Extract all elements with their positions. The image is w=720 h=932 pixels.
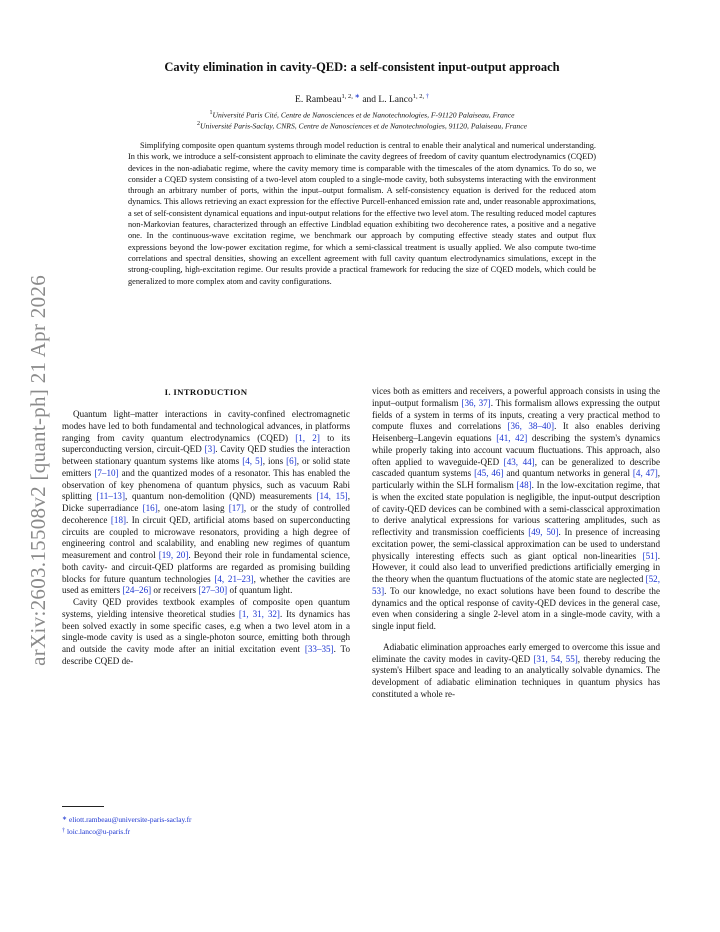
left-column [62, 387, 350, 668]
citation-link[interactable]: [6] [286, 456, 297, 466]
citation-link[interactable]: [24–26] [122, 585, 152, 596]
author-conjunction: and [359, 95, 379, 106]
citation-link[interactable]: [16] [142, 503, 158, 513]
paragraph: Adiabatic elimination approaches early emerged to overcome this issue and eliminate the cavity modes in cavity-QED [31, 54, 55], thereby reducing the system's Hilbert space and leading to an analytically solvable dynamics. The development of adiabatic elimination techniques in quantum physics has constituted a whole re- [372, 641, 661, 699]
citation-link[interactable]: [11–13] [96, 491, 125, 502]
citation-link[interactable]: [14, 15] [316, 491, 348, 502]
citation-link[interactable]: [4, 5] [242, 456, 263, 466]
citation-link[interactable]: [36, 38–40] [507, 421, 555, 432]
author-email-link[interactable]: † [425, 93, 429, 100]
affiliation: $^2$Université Paris-Saclay, CNRS, Centre de Nanosciences et de Nanotechnologies, 91120, Palaiseau, France [197, 121, 527, 131]
citation-link[interactable]: [1, 2] [295, 432, 320, 443]
footnote-rule [62, 806, 104, 807]
paragraph: Quantum light–matter interactions in cavity-confined electromagnetic modes have led to both fundamental and technological advances, in platforms ranging from cavity quantum electrodynamics (CQED) [1, 2] to its superconducting version, circuit-QED [3]. Cavity QED studies the interaction between stationary quantum systems like atoms [4, 5], ions [6], or solid state emitters [7–10] and the quantized modes of a resonator. This has enabled the observation of key phenomena of quantum physics, such as vacuum Rabi splitting [11–13], quantum non-demolition (QND) measurements [14, 15], Dicke superradiance [16], one-atom lasing [17], or the study of controlled decoherence [18]. In circuit QED, artificial atoms based on superconducting circuits are coupled to microwave resonators, providing a high degree of engineering control and scalability, and enabling new regimes of quantum measurement and control [19, 20]. Beyond their role in fundamental science, both cavity- and circuit-QED platforms are regarded as promising building blocks for future quantum technologies [4, 21–23], whether the cavities are used as emitters [24–26] or receivers [27–30] of quantum light. [62, 409, 351, 596]
citation-link[interactable]: [19, 20] [158, 550, 189, 560]
citation-link[interactable]: [41, 42] [496, 433, 528, 443]
paper-title: Cavity elimination in cavity-QED: a self-consistent input-output approach [164, 60, 560, 74]
citation-link[interactable]: [1, 31, 32] [238, 608, 280, 619]
citation-link[interactable]: [27–30] [198, 585, 228, 596]
citation-link[interactable]: [51] [642, 550, 658, 561]
footnotes [62, 814, 350, 837]
affiliation: $^1$Université Paris Cité, Centre de Nanosciences et de Nanotechnologies, F-91120 Palaiseau, France [209, 110, 515, 120]
footnote [62, 826, 350, 838]
footnote-mark: † [62, 827, 65, 834]
section-heading: I. INTRODUCTION [164, 387, 248, 397]
citation-link[interactable]: [4, 21–23] [214, 573, 254, 584]
citation-link[interactable]: [18] [110, 514, 127, 525]
citation-link[interactable]: [52, 53] [372, 574, 660, 596]
citation-link[interactable]: [45, 46] [474, 468, 504, 479]
right-column [372, 386, 660, 701]
email-link[interactable]: eliott.rambeau@universite-paris-saclay.fr [69, 815, 192, 824]
citation-link[interactable]: [31, 54, 55] [533, 653, 578, 664]
citation-link[interactable]: [7–10] [94, 467, 119, 478]
citation-link[interactable]: [36, 37] [461, 397, 491, 408]
citation-link[interactable]: [4, 47] [632, 468, 658, 479]
footnote [62, 814, 350, 826]
citation-link[interactable]: [3] [204, 444, 216, 455]
citation-link[interactable]: [48] [516, 480, 532, 490]
author-email-link[interactable]: ∗ [354, 93, 360, 100]
abstract: Simplifying composite open quantum systems through model reduction is central to enable their analytical and numerical understanding. In this work, we introduce a self-consistent approach to eliminate the cavity degrees of freedom of cavity quantum electrodynamics (CQED) devices in the non-adiabatic regime, where the cavity memory time is comparable with the timescales of the atom dynamics. To do so, we consider a CQED system consisting of a two-level atom coupled to a single-mode cavity, both subsystems interacting with the environment through an arbitrary number of ports, within the input–output formalism. A self-consistency equation is derived for the reduced atom dynamics. This allows retrieving an exact expression for the effective Purcell-enhanced emission rate and, under reasonable approximations, a set of self-consistent dynamical equations and input-output relations for the effective two level atom. The resulting reduced model captures non-Markovian features, characterized through an effective Lindblad equation exhibiting two decoherence rates, a positive and a negative one. In the continuous-wave excitation regime, we benchmark our approach by computing effective steady states and output flux expressions beyond the low-power excitation regime, for which a semi-classical treatment is usually applied. We also compute two-time correlations and spectral densities, showing an excellent agreement with full cavity quantum electrodynamics simulations, except in the strong-coupling, high-excitation regime. Our results provide a practical framework for reducing the size of CQED models, which could be generalized to more complex atom and cavity configurations. [128, 141, 596, 286]
author-affil-sup: 1, 2, † [412, 93, 429, 100]
citation-link[interactable]: [33–35] [304, 644, 334, 654]
arxiv-stamp [18, 250, 58, 690]
email-link[interactable]: loic.lanco@u-paris.fr [67, 826, 131, 836]
footnote-mark: ∗ [62, 816, 68, 822]
author-name: L. Lanco [378, 95, 413, 106]
citation-link[interactable]: [49, 50] [528, 527, 559, 537]
paragraph: Cavity QED provides textbook examples of composite open quantum systems, yielding intensive theoretical studies [1, 31, 32]. Its dynamics has been solved exactly in some specific cases, e.g when a two level atom in a single-mode cavity is used as a single-photon source, emitting both through and outside the cavity mode after an initial excitation event [33–35]. To describe CQED de- [62, 597, 350, 666]
paragraph: vices both as emitters and receivers, a powerful approach consists in using the input–output formalism [36, 37]. This formalism allows expressing the output fields of a system in terms of its inputs, creating a very practical method to compute fluxes and correlations [36, 38–40]. It also enables deriving Heisenberg–Langevin equations [41, 42] describing the system's dynamics while properly taking into account vacuum fluctuations. This approach, also often applied to waveguide-QED [43, 44], can be generalized to describe cascaded quantum systems [45, 46] and quantum networks in general [4, 47], particularly within the SLH formalism [48]. In the low-excitation regime, that is when the excited state population is negligible, the input-output description of cavity-QED devices can be combined with a semi-classcical approximation to derive analytical expressions for various scattering amplitudes, such as reflectivity and transmission coefficients [49, 50]. In presence of increasing excitation power, the semi-classical approximation can be used to understand physically interesting effects such as giant optical non-linearities [51]. However, it could also lead to unverified predictions artificially emerging in the theory when the quantum fluctuations of the atomic state are neglected [52, 53]. To our knowledge, no exact solutions have been found to describe the dynamics and the optical response of cavity-QED devices in the general case, even when considering a single 2-level atom in a single-mode cavity, with a single input field. [372, 386, 661, 631]
author-affil-sup: 1, 2, ∗ [341, 93, 360, 100]
citation-link[interactable]: [17] [228, 503, 244, 513]
author-list [60, 92, 664, 105]
arxiv-stamp-text: arXiv:2603.15508v2 [quant-ph] 21 Apr 2026 [25, 274, 50, 666]
citation-link[interactable]: [43, 44] [503, 456, 535, 467]
author-name: E. Rambeau [295, 95, 342, 106]
